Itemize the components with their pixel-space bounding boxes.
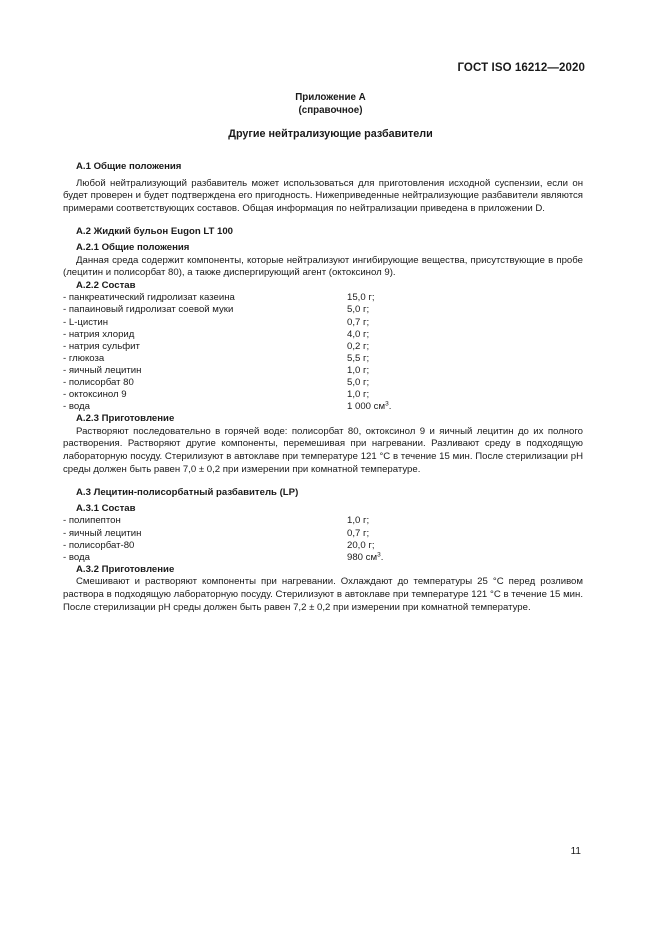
component-amount: 0,7 г; xyxy=(347,527,370,539)
component-name: - глюкоза xyxy=(63,352,105,364)
section-a2-2-heading: А.2.2 Состав xyxy=(76,279,136,291)
component-name: - октоксинол 9 xyxy=(63,389,127,401)
component-amount: 1,0 г; xyxy=(347,515,370,527)
component-row-water xyxy=(63,401,583,413)
section-a2-3-heading: А.2.3 Приготовление xyxy=(76,413,175,425)
section-a3-2-text: Смешивают и растворяют компоненты при нагревании. Охлаждают до температуры 25 °С перед розливом раствора в подходящую лабораторную посуду. Стерилизуют в автоклаве при температуре 121 °С в течение 15 мин. После стерилизации pH среды должен быть равен 7,2 ± 0,2 при измерении при комнатной температуре. xyxy=(63,576,583,613)
page-number: 11 xyxy=(570,846,581,857)
component-name: - L-цистин xyxy=(63,316,109,328)
component-row xyxy=(63,515,583,527)
section-a1-text: Любой нейтрализующий разбавитель может использоваться для приготовления исходной суспензии, если он будет проверен и будет подтверждена его пригодность. Нижеприведенные нейтрализующие разбавители являются примерами соответствующих составов. Общая информация по нейтрализации приведена в приложении D. xyxy=(63,177,583,214)
component-name: - натрия хлорид xyxy=(63,328,135,340)
component-name: - яичный лецитин xyxy=(63,527,142,539)
component-amount: 980 $см^3$. xyxy=(347,551,384,563)
section-a1 xyxy=(63,161,583,215)
component-amount: 5,5 г; xyxy=(347,352,370,364)
component-name: - вода xyxy=(63,401,90,413)
component-row xyxy=(63,341,583,353)
composition-list-a2 xyxy=(63,292,583,413)
component-name: - полипептон xyxy=(63,515,121,527)
annex-header xyxy=(0,92,661,117)
component-row xyxy=(63,304,583,316)
component-name: - натрия сульфит xyxy=(63,340,140,352)
section-a1-heading: А.1 Общие положения xyxy=(76,161,182,172)
section-a3-2-heading: А.3.2 Приготовление xyxy=(76,563,175,575)
composition-list-a3 xyxy=(63,515,583,563)
component-amount: 15,0 г; xyxy=(347,292,375,304)
section-a2-1-text: Данная среда содержит компоненты, которые нейтрализуют ингибирующие вещества, присутствующие в пробе (лецитин и полисорбат 80), а также диспергирующий агент (октоксинол 9). xyxy=(63,254,583,279)
component-amount: 1,0 г; xyxy=(347,389,370,401)
component-row xyxy=(63,389,583,401)
section-a3-1-heading: А.3.1 Состав xyxy=(76,502,136,514)
component-amount: 1,0 г; xyxy=(347,364,370,376)
component-name: - вода xyxy=(63,551,90,563)
section-a2-3-text: Растворяют последовательно в горячей воде: полисорбат 80, октоксинол 9 и яичный лецитин до их полного растворения. Растворяют другие компоненты, перемешивая при нагревании. Разливают среду в подходящую лабораторную посуду. Стерилизуют в автоклаве при температуре 121 °С в течение 15 мин. После стерилизации pH среды должен быть равен 7,0 ± 0,2 при измерении при комнатной температуре. xyxy=(63,425,583,475)
component-row xyxy=(63,365,583,377)
component-amount: 20,0 г; xyxy=(347,539,375,551)
component-name: - папаиновый гидролизат соевой муки xyxy=(63,304,234,316)
component-row xyxy=(63,377,583,389)
component-row xyxy=(63,528,583,540)
section-a2 xyxy=(63,226,583,476)
component-row xyxy=(63,540,583,552)
standard-code: ГОСТ ISO 16212—2020 xyxy=(457,62,585,74)
component-name: - полисорбат-80 xyxy=(63,539,135,551)
component-row xyxy=(63,329,583,341)
section-a3-heading: А.3 Лецитин-полисорбатный разбавитель (LP) xyxy=(76,487,299,499)
section-a3 xyxy=(63,487,583,614)
annex-type: (справочное) xyxy=(298,104,363,116)
component-amount: 0,2 г; xyxy=(347,340,370,352)
component-name: - яичный лецитин xyxy=(63,364,142,376)
section-a2-1-heading: А.2.1 Общие положения xyxy=(76,241,190,253)
annex-label: Приложение А xyxy=(295,92,366,103)
component-amount: 4,0 г; xyxy=(347,328,370,340)
component-row xyxy=(63,353,583,365)
component-row xyxy=(63,292,583,304)
component-amount: 5,0 г; xyxy=(347,377,370,388)
component-amount: 5,0 г; xyxy=(347,304,370,316)
component-row xyxy=(63,317,583,329)
component-row-water xyxy=(63,552,583,564)
component-name: - панкреатический гидролизат казеина xyxy=(63,292,235,304)
annex-body xyxy=(63,161,583,614)
annex-title: Другие нейтрализующие разбавители xyxy=(228,128,433,140)
component-name: - полисорбат 80 xyxy=(63,377,134,388)
section-a2-heading: А.2 Жидкий бульон Eugon LT 100 xyxy=(76,226,234,238)
component-amount: 0,7 г; xyxy=(347,316,370,328)
component-amount: 1 000 $см^3$. xyxy=(347,400,392,413)
